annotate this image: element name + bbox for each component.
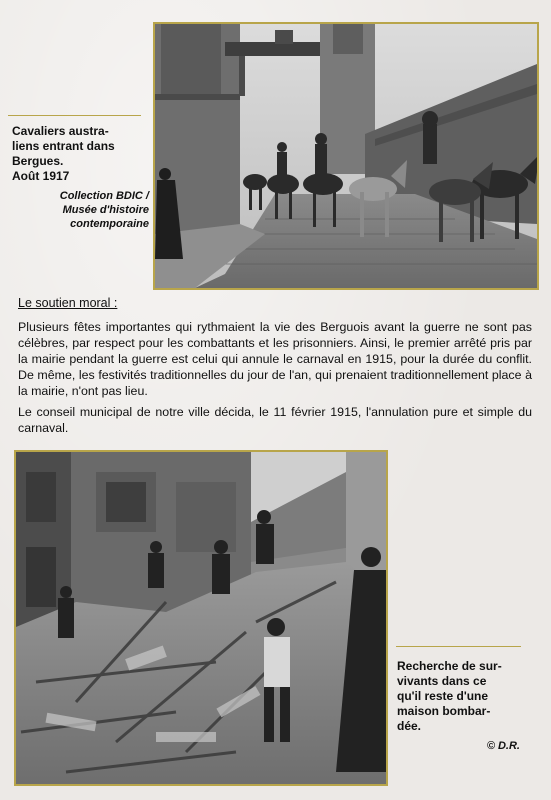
caption-rule-bottom (396, 646, 521, 647)
section-heading-text: Le soutien moral : (18, 296, 118, 310)
photo-rubble-illustration (16, 452, 386, 784)
photo-bombed-house (14, 450, 388, 786)
photo-cavalry-image (155, 24, 537, 288)
caption-bottom-line: Recherche de sur- (397, 659, 502, 673)
caption-bottom-line: dée. (397, 719, 422, 733)
photo-cavalry-entering-bergues (153, 22, 539, 290)
credit-top-line: Collection BDIC / (59, 190, 149, 202)
photo-rubble-image (16, 452, 386, 784)
article-paragraph-1: Plusieurs fêtes importantes qui rythmaient la vie des Berguois avant la guerre ne sont pas célèbres, par respect pour les combattants et les prisonniers. Ainsi, le premier arrêté pris par la mairie pendant la guerre est celui qui annule le carnaval en 1915, pour la durée du conflit. De même, les festivités traditionnelles du jour de l'an, qui prenaient traditionnellement place à la mairie, n'ont pas lieu. (18, 320, 532, 398)
credit-top-photo (12, 189, 149, 231)
section-heading (18, 296, 117, 310)
caption-rule-top (8, 115, 141, 116)
caption-bottom-line: vivants dans ce (397, 674, 487, 688)
caption-bottom-line: maison bombar- (397, 704, 491, 718)
credit-top-line: contemporaine (70, 218, 149, 230)
caption-bottom-line: qu'il reste d'une (397, 689, 489, 703)
caption-top-line: liens entrant dans (12, 139, 115, 153)
caption-top-photo (12, 124, 152, 184)
caption-top-line: Cavaliers austra- (12, 124, 109, 138)
caption-top-line: Bergues. (12, 154, 64, 168)
credit-top-line: Musée d'histoire (62, 204, 149, 216)
caption-top-line: Août 1917 (12, 169, 70, 183)
article-paragraph-2: Le conseil municipal de notre ville décida, le 11 février 1915, l'annulation pure et simple du carnaval. (18, 405, 532, 435)
photo-cavalry-illustration (155, 24, 537, 288)
credit-bottom-photo: © D.R. (486, 740, 520, 752)
caption-bottom-photo (397, 659, 527, 734)
